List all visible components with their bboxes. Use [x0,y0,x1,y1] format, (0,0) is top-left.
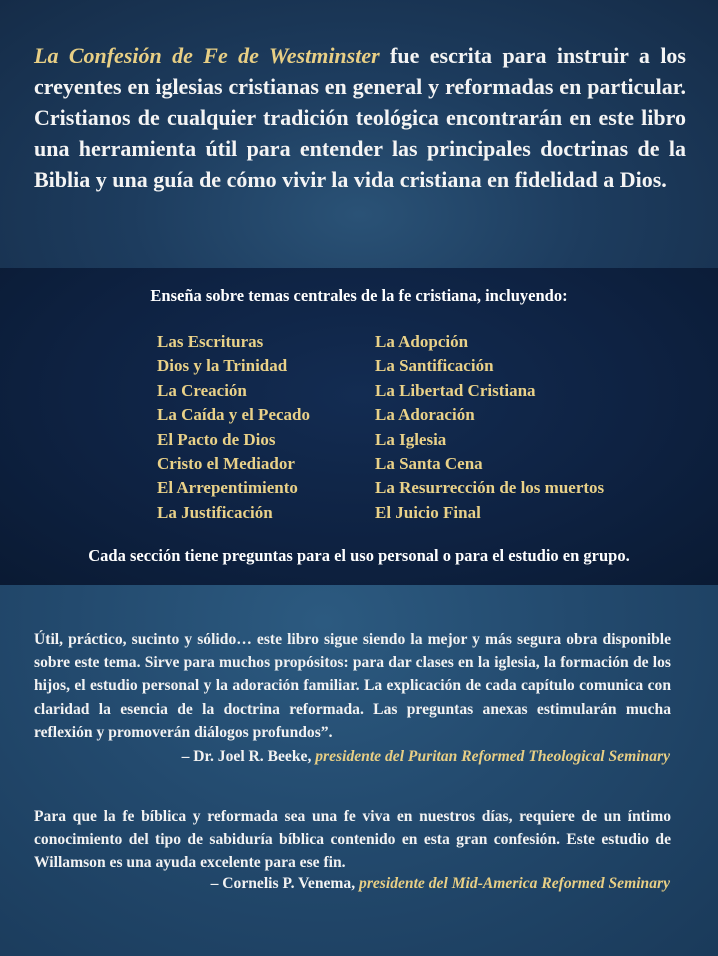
intro-paragraph [34,40,686,195]
topics-list-right [375,330,604,525]
topic-item: La Caída y el Pecado [157,405,310,425]
topic-item: La Santificación [375,356,494,376]
topic-item: La Resurrección de los muertos [375,478,605,498]
topic-item: La Justificación [157,502,273,522]
topic-item: Dios y la Trinidad [157,356,288,376]
topic-item: La Creación [157,380,247,400]
topic-item: Las Escrituras [157,332,264,351]
endorsement-author: – Dr. Joel R. Beeke, [181,748,316,765]
topics-footer: Cada sección tiene preguntas para el uso personal o para el estudio en grupo. [88,546,630,565]
endorsement-role: presidente del Puritan Reformed Theological Seminary [315,748,670,765]
topic-item: Cristo el Mediador [157,453,295,473]
endorsement-author: – Cornelis P. Venema, [210,875,360,892]
topic-item: La Iglesia [375,429,447,449]
endorsement-quote: Para que la fe bíblica y reformada sea una fe viva en nuestros días, requiere de un íntimo conocimiento del tipo de sabiduría bíblica contenido en esta gran confesión. Este estudio de Willamson es una ayuda excelente para ese fin. [34,808,671,872]
topic-item: El Pacto de Dios [157,429,276,449]
intro-text: fue escrita para instruir a los creyentes en iglesias cristianas en general y reformadas en particular. Cristianos de cualquier tradición teológica encontrarán en este libro una herramienta útil para entender las principales doctrinas de la Biblia y una guía de cómo vivir la vida cristiana en fidelidad a Dios. [34,43,686,192]
topics-list-left [157,330,310,525]
endorsement-role: presidente del Mid-America Reformed Seminary [359,875,670,892]
topic-item: La Libertad Cristiana [375,380,536,400]
endorsement-attribution [182,748,670,766]
topic-item: La Adoración [375,405,475,425]
book-title: La Confesión de Fe de Westminster [34,43,380,68]
topics-section [0,268,718,585]
topic-item: La Santa Cena [375,453,483,473]
endorsement-attribution [211,875,670,893]
endorsements-section [0,585,718,956]
topics-heading: Enseña sobre temas centrales de la fe cristiana, incluyendo: [150,286,568,305]
intro-section [0,0,718,268]
endorsement-quote: Útil, práctico, sucinto y sólido… este libro sigue siendo la mejor y más segura obra disponible sobre este tema. Sirve para muchos propósitos: para dar clases en la iglesia, la formación de los hijos, el estudio personal y la adoración familiar. La explicación de cada capítulo comunica con claridad la esencia de la doctrina reformada. Las preguntas anexas estimularán mucha reflexión y promoverán diálogos profundos”. [34,631,671,741]
topic-item: El Arrepentimiento [157,478,298,498]
topic-item: El Juicio Final [375,502,481,522]
topic-item: La Adopción [375,332,469,351]
